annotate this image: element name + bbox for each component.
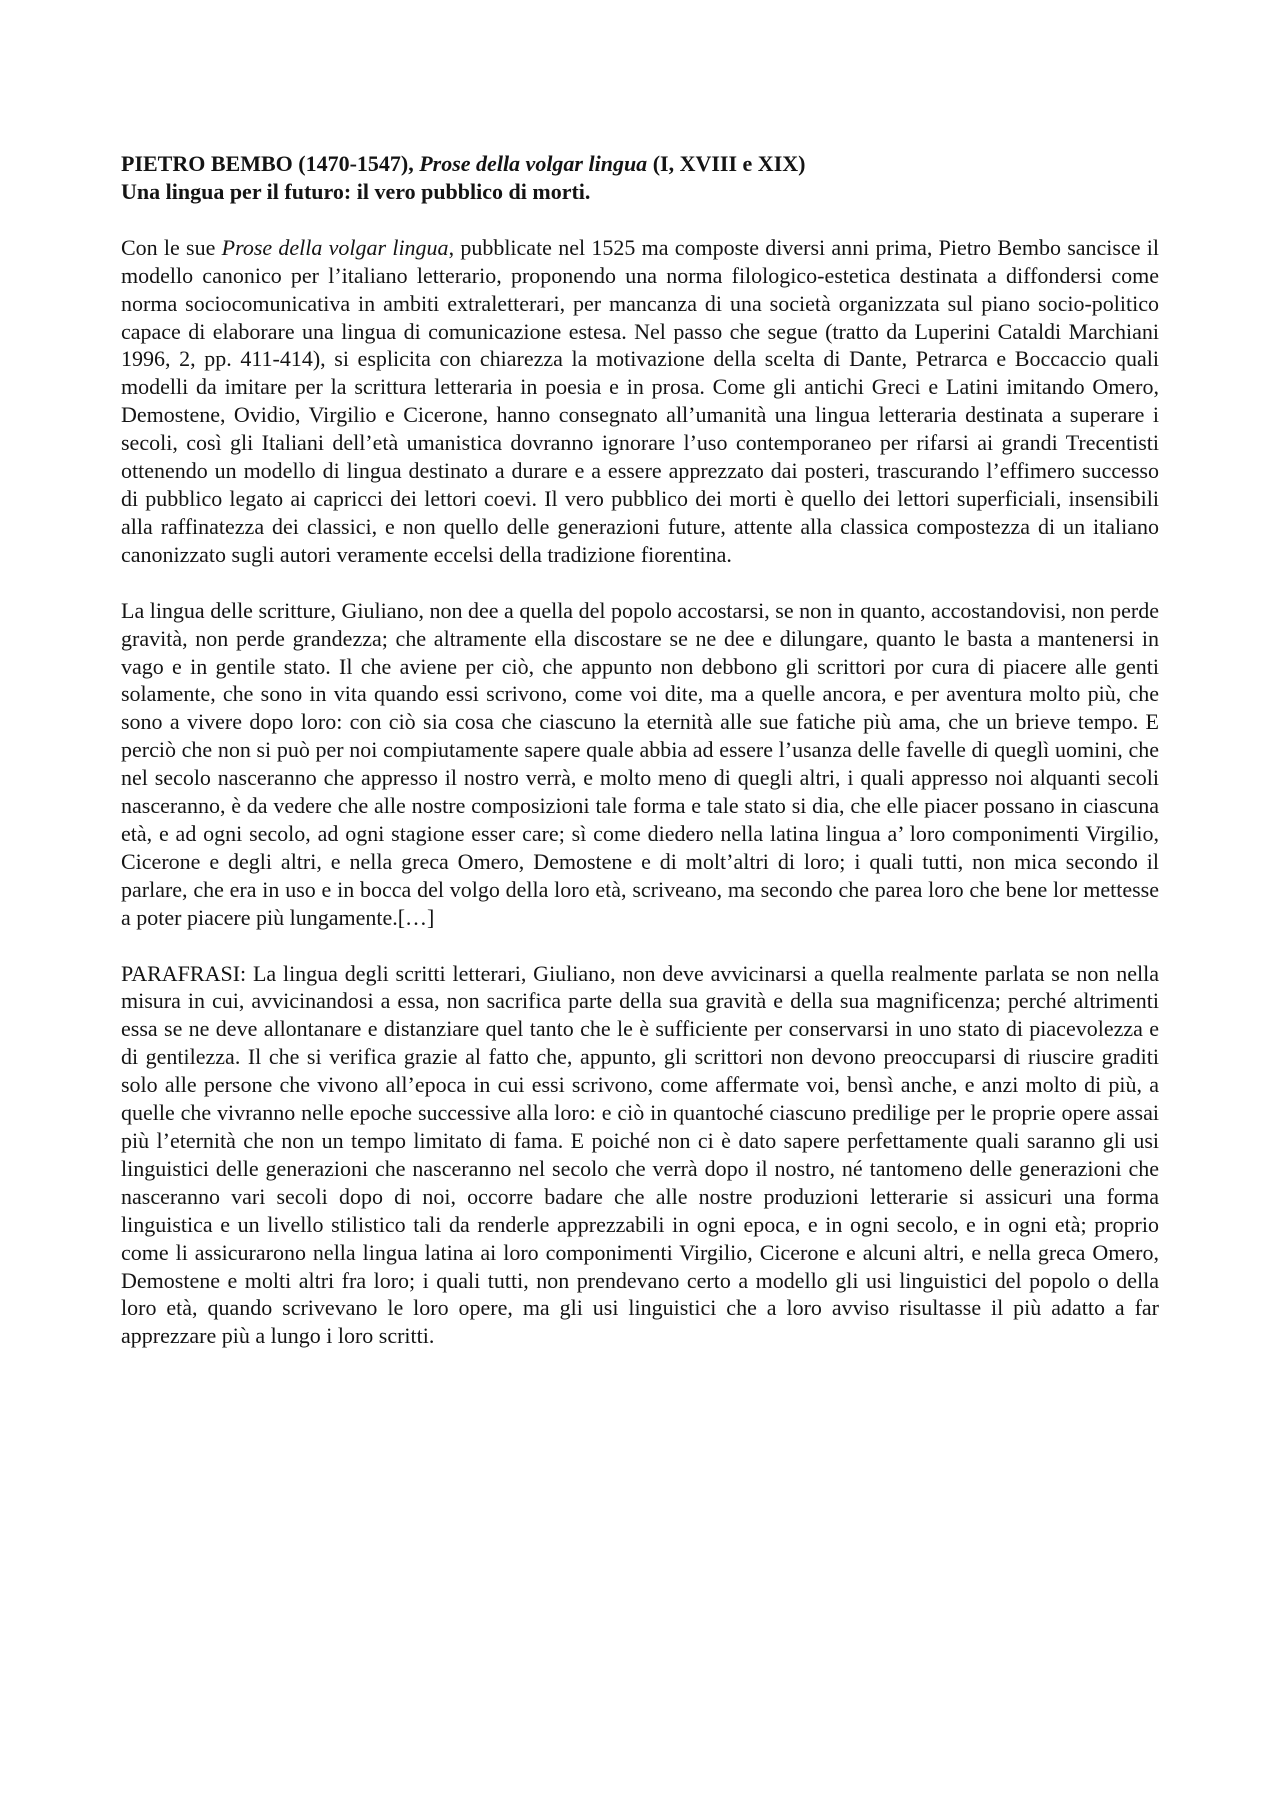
- heading-work-title: Prose della volgar lingua: [419, 151, 648, 176]
- document-heading: [121, 150, 1159, 206]
- intro-work-title: Prose della volgar lingua: [221, 234, 449, 260]
- intro-prefix: Con le sue: [121, 234, 222, 260]
- quote-paragraph: La lingua delle scritture, Giuliano, non dee a quella del popolo accostarsi, se non in quanto, accostandovisi, non perde gravità, non perde grandezza; che altramente ella discostare se ne dee e dilungare, quanto le basta a mantenersi in vago e in gentile stato. Il che aviene per ciò, che appunto non debbono gli scrittori por cura di piacere alle genti solamente, che sono in vita quando essi scrivono, come voi dite, ma a quelle ancora, e per aventura molto più, che sono a vivere dopo loro: con ciò sia cosa che ciascuno la eternità alle sue fatiche più ama, che un brieve tempo. E perciò che non si può per noi compiutamente sapere quale abbia ad essere l’usanza delle favelle di queglì uomini, che nel secolo nasceranno che appresso il nostro verrà, e molto meno di quegli altri, i quali appresso noi alquanti secoli nasceranno, è da vedere che alle nostre composizioni tale forma e tale stato si dia, che elle piacer possano in ciascuna età, e ad ogni secolo, ad ogni stagione esser care; sì come diedero nella latina lingua a’ loro componimenti Virgilio, Cicerone e degli altri, e nella greca Omero, Demostene e di molt’altri di loro; i quali tutti, non mica secondo il parlare, che era in uso e in bocca del volgo della loro età, scriveano, ma secondo che parea loro che bene lor mettesse a poter piacere più lungamente.[…]: [121, 597, 1159, 930]
- intro-text: , pubblicate nel 1525 ma composte diversi anni prima, Pietro Bembo sancisce il modello canonico per l’italiano letterario, proponendo una norma filologico-estetica destinata a diffondersi come norma sociocomunicativa in ambiti extraletterari, per mancanza di una società organizzata sul piano socio-politico capace di elaborare una lingua di comunicazione estesa. Nel passo che segue (tratto da Luperini Cataldi Marchiani 1996, 2, pp. 411-414), si esplicita con chiarezza la motivazione della scelta di Dante, Petrarca e Boccaccio quali modelli da imitare per la scrittura letteraria in poesia e in prosa. Come gli antichi Greci e Latini imitando Omero, Demostene, Ovidio, Virgilio e Cicerone, hanno consegnato all’umanità una lingua letteraria destinata a superare i secoli, così gli Italiani dell’età umanistica dovranno ignorare l’uso contemporaneo per rifarsi ai grandi Trecentisti ottenendo un modello di lingua destinato a durare e a essere apprezzato dai posteri, trascurando l’effimero successo di pubblico legato ai capricci dei lettori coevi. Il vero pubblico dei morti è quello dei lettori superficiali, insensibili alla raffinatezza dei classici, e non quello delle generazioni future, attente alla classica compostezza di un italiano canonizzato sugli autori veramente eccelsi della tradizione fiorentina.: [121, 234, 1159, 567]
- heading-reference: (I, XVIII e XIX): [647, 151, 806, 176]
- heading-author: PIETRO BEMBO (1470-1547),: [121, 151, 420, 176]
- document-body: [121, 150, 1159, 1350]
- heading-line-1: [121, 150, 1159, 178]
- intro-paragraph: [121, 234, 1159, 569]
- parafrasi-paragraph: PARAFRASI: La lingua degli scritti letterari, Giuliano, non deve avvicinarsi a quella realmente parlata se non nella misura in cui, avvicinandosi a essa, non sacrifica parte della sua gravità e della sua magnificenza; perché altrimenti essa se ne deve allontanare e distanziare quel tanto che le è sufficiente per conservarsi in uno stato di piacevolezza e di gentilezza. Il che si verifica grazie al fatto che, appunto, gli scrittori non devono preoccuparsi di riuscire graditi solo alle persone che vivono all’epoca in cui essi scrivono, come affermate voi, bensì anche, e anzi molto di più, a quelle che vivranno nelle epoche successive alla loro: e ciò in quantoché ciascuno predilige per le proprie opere assai più l’eternità che non un tempo limitato di fama. E poiché non ci è dato sapere perfettamente quali saranno gli usi linguistici delle generazioni che nasceranno nel secolo che verrà dopo il nostro, né tantomeno delle generazioni che nasceranno vari secoli dopo di noi, occorre badare che alle nostre produzioni letterarie si assicuri una forma linguistica e un livello stilistico tali da renderle apprezzabili in ogni epoca, e in ogni secolo, e in ogni età; proprio come li assicurarono nella lingua latina ai loro componimenti Virgilio, Cicerone e alcuni altri, e nella greca Omero, Demostene e molti altri fra loro; i quali tutti, non prendevano certo a modello gli usi linguistici del popolo o della loro età, quando scrivevano le loro opere, ma gli usi linguistici che a loro avviso risultasse il più adatto a far apprezzare più a lungo i loro scritti.: [121, 960, 1159, 1349]
- heading-subtitle: Una lingua per il futuro: il vero pubblico di morti.: [121, 178, 591, 204]
